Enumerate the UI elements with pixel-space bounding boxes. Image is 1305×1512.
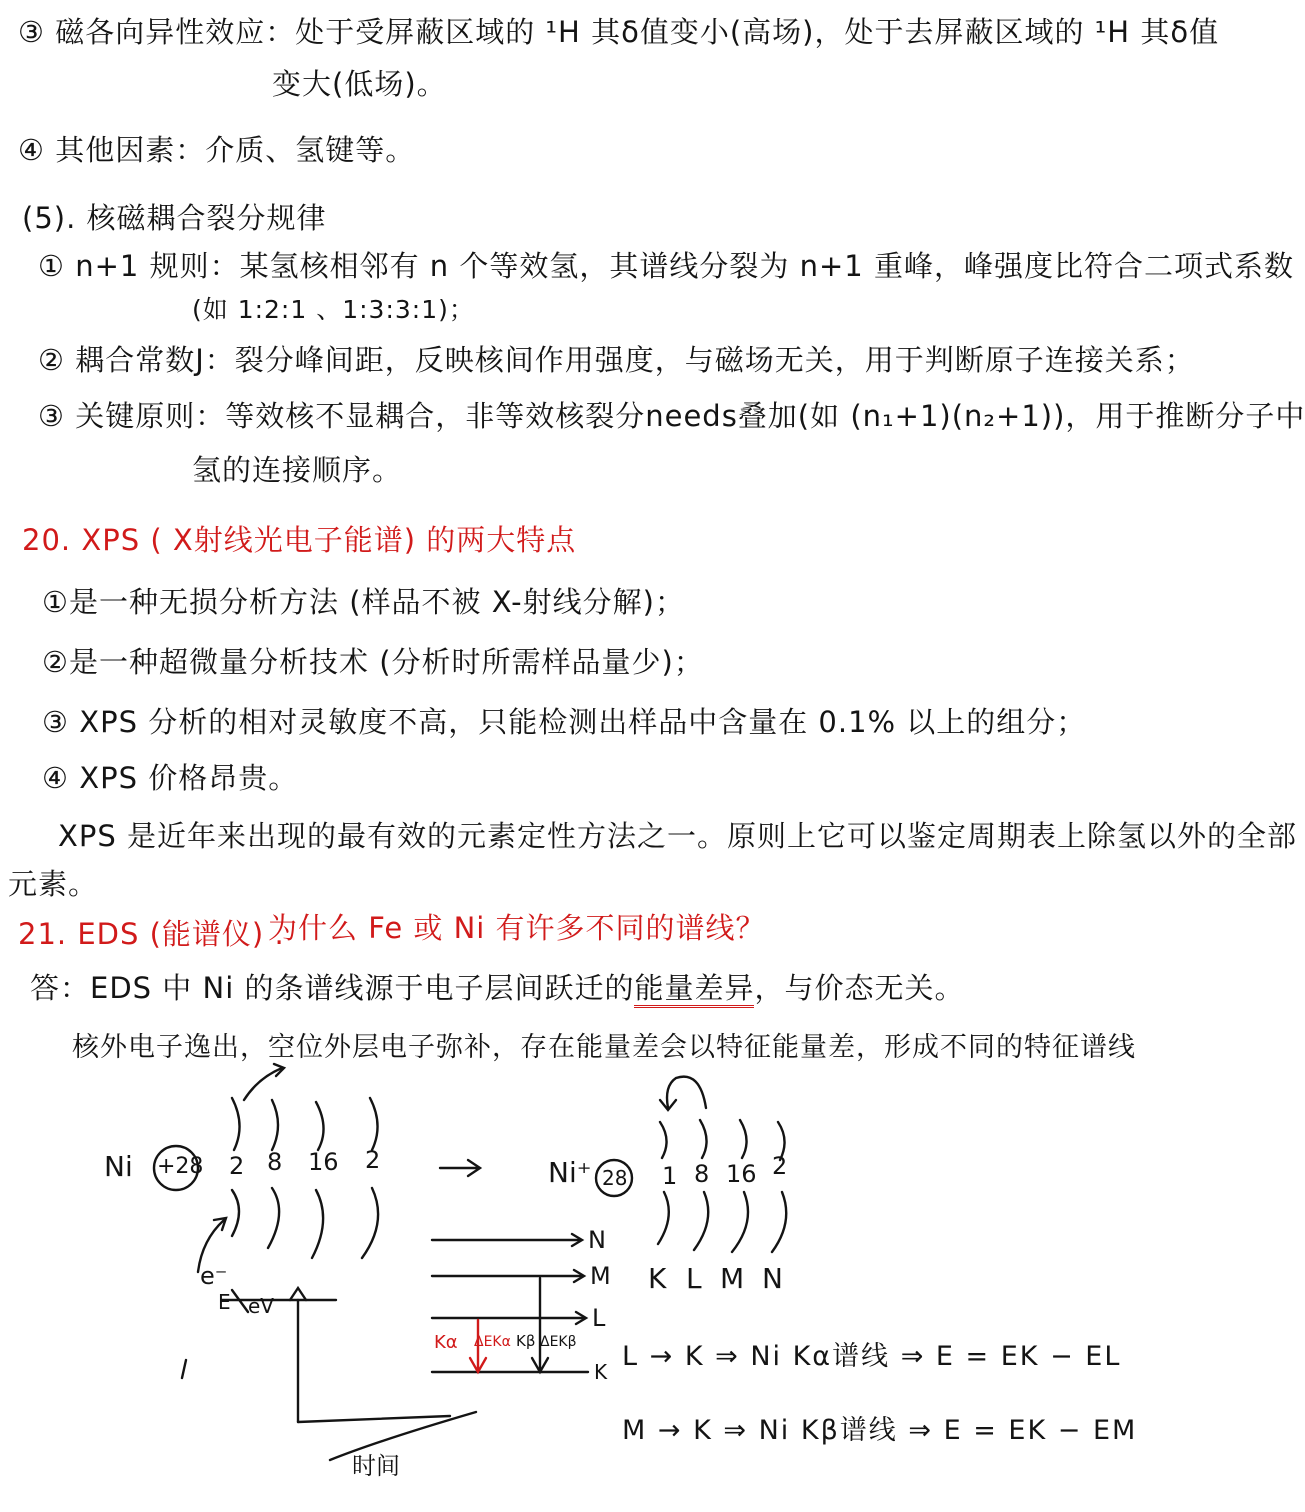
ion-shell-count-2: 8 xyxy=(694,1160,710,1188)
ni-atom-label: Ni xyxy=(104,1150,133,1183)
delta-e-k-beta-label: ΔEKβ xyxy=(540,1334,577,1350)
answer-line-b: 核外电子逸出，空位外层电子弥补，存在能量差会以特征能量差，形成不同的特征谱线 xyxy=(72,1032,1136,1063)
level-label-k: K xyxy=(594,1360,608,1384)
shell-letter-n: N xyxy=(762,1262,783,1295)
k-beta-label: Kβ xyxy=(516,1332,536,1350)
ni-shell-count-2: 8 xyxy=(267,1148,283,1176)
ni-shell-4 xyxy=(362,1098,381,1258)
ion-shell-count-3: 16 xyxy=(726,1160,757,1188)
note-line-08: ③ 关键原则：等效核不显耦合，非等效核裂分needs叠加(如 (n₁+1)(n₂+1))，用于推断分子中 xyxy=(38,399,1305,433)
bottom-time-label: 时间 xyxy=(352,1452,400,1480)
transform-arrow xyxy=(440,1160,480,1176)
section-20-title: 20. XPS ( X射线光电子能谱) 的两大特点 xyxy=(22,523,577,557)
level-label-m: M xyxy=(590,1262,611,1290)
note-line-12: ②是一种超微量分析技术 (分析时所需样品量少)； xyxy=(42,645,704,679)
ion-charge-label: 28 xyxy=(602,1166,628,1190)
ni-shell-count-3: 16 xyxy=(308,1148,339,1176)
kb-transition-arrow xyxy=(532,1278,548,1372)
ni-shell-3 xyxy=(312,1102,324,1258)
equation-k-beta: M → K ⇒ Ni Kβ谱线 ⇒ E = EK − EM xyxy=(622,1415,1138,1446)
shell-letter-k: K xyxy=(648,1262,667,1295)
equation-k-alpha: L → K ⇒ Ni Kα谱线 ⇒ E = EK − EL xyxy=(622,1341,1122,1372)
electron-label: e⁻ xyxy=(200,1262,228,1290)
axis-base xyxy=(298,1416,450,1422)
note-line-16: 元素。 xyxy=(8,867,99,901)
ion-shell-count-4: 2 xyxy=(772,1152,788,1180)
note-line-09: 氢的连接顺序。 xyxy=(192,453,403,487)
note-line-13: ③ XPS 分析的相对灵敏度不高，只能检测出样品中含量在 0.1% 以上的组分； xyxy=(42,705,1087,739)
answer-text-1: 答：EDS 中 Ni 的条谱线源于电子层间跃迁的 xyxy=(30,971,635,1005)
shell-letter-l: L xyxy=(686,1262,702,1295)
note-line-07: ② 耦合常数J：裂分峰间距，反映核间作用强度，与磁场无关，用于判断原子连接关系； xyxy=(38,343,1195,377)
delta-e-k-alpha-label: ΔEKα xyxy=(474,1334,511,1350)
section-21-title: 21. EDS (能谱仪) . xyxy=(18,917,285,951)
ni-charge-label: +28 xyxy=(157,1154,204,1179)
k-alpha-label: Kα xyxy=(434,1332,458,1353)
ion-shell-4 xyxy=(772,1122,786,1252)
ni-shell-count-1: 2 xyxy=(229,1152,245,1180)
answer-text-2: ，与价态无关。 xyxy=(754,971,965,1005)
note-line-05: ① n+1 规则：某氢核相邻有 n 个等效氢，其谱线分裂为 n+1 重峰，峰强度比符合二项式系数 xyxy=(38,249,1294,283)
level-label-l: L xyxy=(592,1304,606,1332)
ni-ion-label: Ni⁺ xyxy=(548,1156,592,1189)
ni-shell-count-4: 2 xyxy=(365,1146,381,1174)
note-line-11: ①是一种无损分析方法 (样品不被 X-射线分解)； xyxy=(42,585,685,619)
note-line-01: ③ 磁各向异性效应：处于受屏蔽区域的 ¹H 其δ值变小(高场)，处于去屏蔽区域的 ¹H 其δ值 xyxy=(18,15,1220,49)
note-line-03: ④ 其他因素：介质、氢键等。 xyxy=(18,133,416,167)
escape-arrow xyxy=(244,1068,282,1100)
shell-letter-m: M xyxy=(720,1262,745,1295)
ev-label: eV xyxy=(248,1294,274,1318)
note-line-06: (如 1:2:1 、1:3:3:1)； xyxy=(192,295,475,324)
energy-e-label: E xyxy=(218,1290,231,1314)
section-21-question: 为什么 Fe 或 Ni 有许多不同的谱线？ xyxy=(268,911,766,945)
note-line-14: ④ XPS 价格昂贵。 xyxy=(42,761,299,795)
note-line-15: XPS 是近年来出现的最有效的元素定性方法之一。原则上它可以鉴定周期表上除氢以外的全部 xyxy=(58,819,1297,853)
note-line-04: (5). 核磁耦合裂分规律 xyxy=(22,201,327,235)
level-label-n: N xyxy=(588,1226,606,1254)
answer-highlight: 能量差异 xyxy=(634,971,754,1008)
note-line-02: 变大(低场)。 xyxy=(272,67,447,101)
ion-shell-count-1: 1 xyxy=(662,1162,678,1190)
